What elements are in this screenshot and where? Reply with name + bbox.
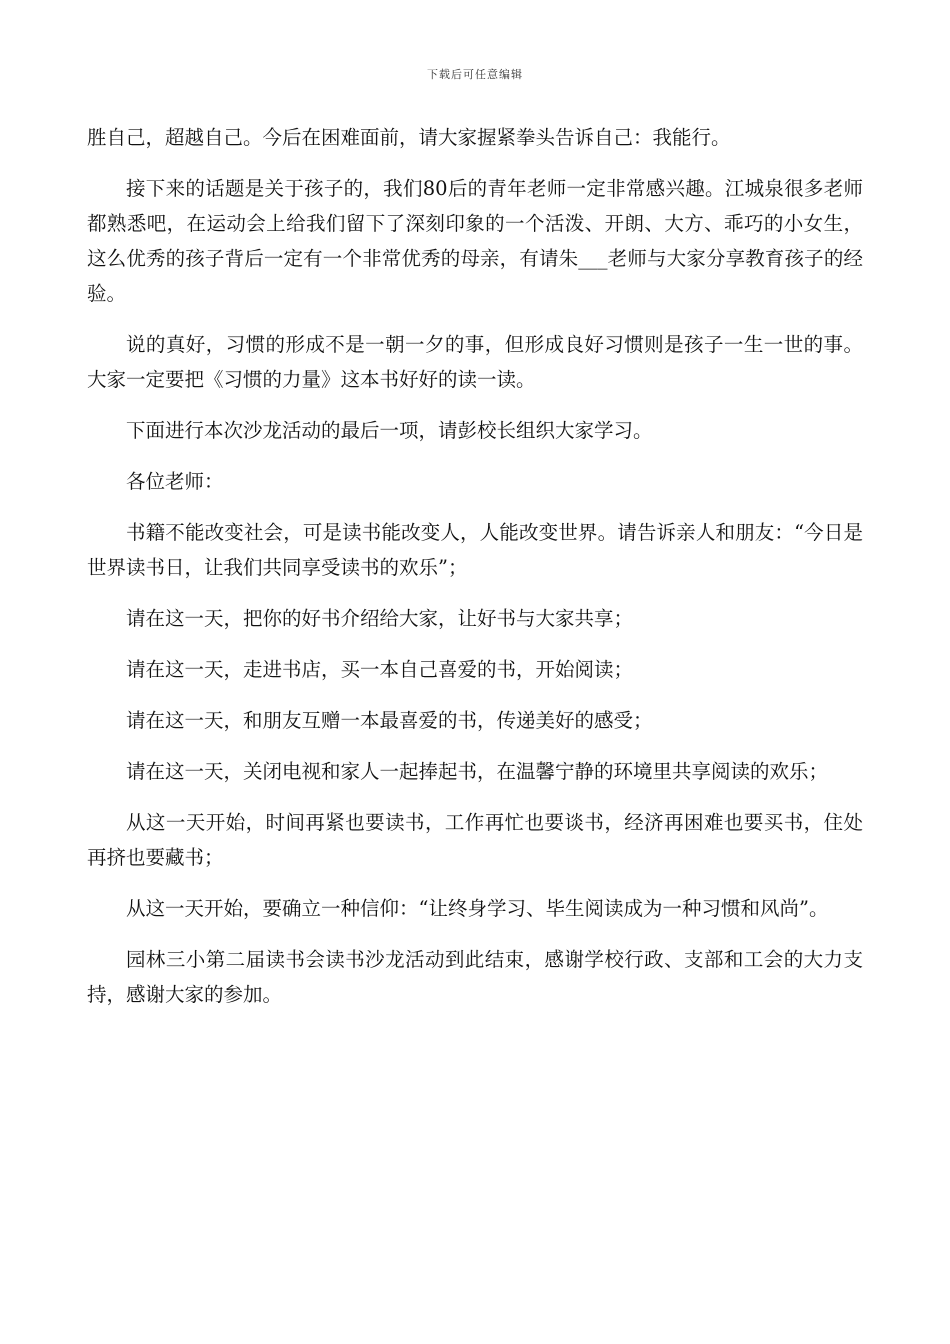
paragraph: 请在这一天，关闭电视和家人一起捧起书，在温馨宁静的环境里共享阅读的欢乐； [126, 760, 829, 783]
paragraph: 说的真好，习惯的形成不是一朝一夕的事，但形成良好习惯则是孩子一生一世的事。大家一定要把《习惯的力量》这本书好好的读一读。 [87, 333, 863, 391]
paragraph: 下面进行本次沙龙活动的最后一项，请彭校长组织大家学习。 [126, 419, 653, 442]
paragraph: 从这一天开始，要确立一种信仰：“让终身学习、毕生阅读成为一种习惯和风尚”。 [126, 897, 829, 920]
paragraph: 从这一天开始，时间再紧也要读书，工作再忙也要谈书，经济再困难也要买书，住处再挤也要藏书； [87, 811, 863, 869]
paragraph-continuation: 胜自己，超越自己。今后在困难面前，请大家握紧拳头告诉自己：我能行。 [87, 126, 731, 149]
paragraph: 请在这一天，把你的好书介绍给大家，让好书与大家共享； [126, 607, 634, 630]
document-body [87, 120, 863, 1028]
paragraph: 书籍不能改变社会，可是读书能改变人，人能改变世界。请告诉亲人和朋友：“今日是世界读书日，让我们共同享受读书的欢乐”； [87, 521, 863, 579]
paragraph: 请在这一天，和朋友互赠一本最喜爱的书，传递美好的感受； [126, 709, 653, 732]
paragraph: 接下来的话题是关于孩子的，我们80后的青年老师一定非常感兴趣。江城泉很多老师都熟悉吧，在运动会上给我们留下了深刻印象的一个活泼、开朗、大方、乖巧的小女生，这么优秀的孩子背后一定有一个非常优秀的母亲，有请朱___老师与大家分享教育孩子的经验。 [87, 177, 863, 305]
paragraph-salutation: 各位老师： [126, 470, 224, 493]
paragraph: 请在这一天，走进书店，买一本自己喜爱的书，开始阅读； [126, 658, 634, 681]
paragraph-closing: 园林三小第二届读书会读书沙龙活动到此结束，感谢学校行政、支部和工会的大力支持，感谢大家的参加。 [87, 948, 863, 1006]
header-note: 下载后可任意编辑 [427, 68, 523, 81]
